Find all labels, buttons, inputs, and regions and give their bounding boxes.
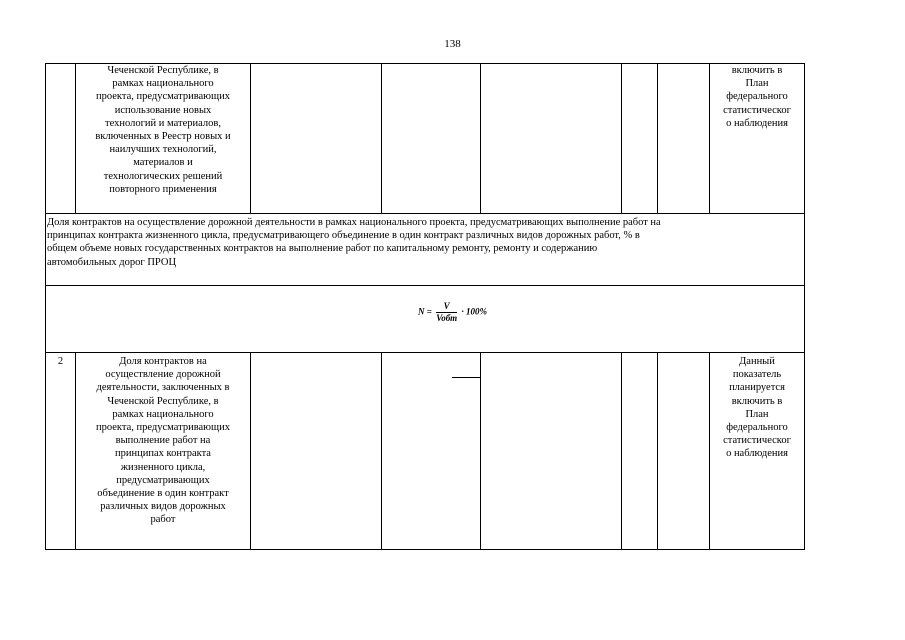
row2-col-divider xyxy=(657,352,658,549)
row1-col-divider xyxy=(480,63,481,213)
formula-denominator: Voбm xyxy=(436,313,458,323)
row2-col-divider xyxy=(621,352,622,549)
text-line: объединение в один контракт xyxy=(97,488,229,500)
text-line: План xyxy=(745,408,769,420)
text-line: статистическог xyxy=(723,104,791,116)
text-line: принципах контракта xyxy=(115,448,211,460)
text-line: План xyxy=(745,78,769,90)
table-bottom-border xyxy=(45,549,805,550)
text-line: технологий и материалов, xyxy=(105,117,221,129)
row2-col-divider xyxy=(480,352,481,549)
text-line: федерального xyxy=(726,422,788,434)
row1-col-divider xyxy=(657,63,658,213)
text-line: использование новых xyxy=(114,104,212,116)
formula-lhs: N = xyxy=(418,306,432,317)
text-line: Данный xyxy=(739,356,775,367)
text-line: рамках национального xyxy=(112,408,214,420)
calculation-formula xyxy=(0,301,905,324)
text-line: Чеченской Республике, в xyxy=(107,395,219,407)
text-line: проекта, предусматривающих xyxy=(96,91,230,103)
text-line: планируется xyxy=(729,382,785,394)
text-line: Доля контрактов на xyxy=(119,356,207,367)
row2-number: 2 xyxy=(57,356,64,367)
text-line: предусматривающих xyxy=(116,474,210,486)
row1-col-divider xyxy=(381,63,382,213)
text-line: различных видов дорожных xyxy=(100,501,226,513)
text-line: осуществление дорожной xyxy=(105,369,221,381)
row1-bottom-border xyxy=(45,213,805,214)
indicator-description xyxy=(47,216,803,269)
text-line: о наблюдения xyxy=(726,448,788,460)
text-line: выполнение работ на xyxy=(115,435,211,447)
text-line: деятельности, заключенных в xyxy=(96,382,230,394)
text-line: принципах контракта жизненного цикла, предусматривающего объединение в один контракт различных видов дорожных работ, % в xyxy=(47,230,640,242)
text-line: наилучших технологий, xyxy=(109,144,217,156)
text-line: рамках национального xyxy=(112,78,214,90)
row2-indicator-name xyxy=(76,355,250,527)
row2-col-divider xyxy=(381,352,382,549)
text-line: включенных в Реестр новых и xyxy=(95,131,231,143)
text-line: автомобильных дорог ПРОЦ xyxy=(47,256,177,268)
row1-col-divider xyxy=(250,63,251,213)
formula-rhs: · 100% xyxy=(461,306,487,317)
text-line: о наблюдения xyxy=(726,117,788,129)
formula-numerator: V xyxy=(436,301,457,313)
page-number: 138 xyxy=(444,38,461,50)
text-line: общем объеме новых государственных контрактов на выполнение работ по капитальному ремонту, ремонту и содержанию xyxy=(47,243,598,255)
text-line: Чеченской Республике, в xyxy=(107,65,219,76)
text-line: Доля контрактов на осуществление дорожной деятельности в рамках национального проекта, предусматривающих выполнение работ на xyxy=(47,217,661,228)
text-line: работ xyxy=(150,514,176,526)
text-line: повторного применения xyxy=(109,183,217,195)
text-line: проекта, предусматривающих xyxy=(96,422,230,434)
text-line: федерального xyxy=(726,91,788,103)
row2-col-divider xyxy=(250,352,251,549)
text-line: статистическог xyxy=(723,435,791,447)
text-line: включить в xyxy=(731,65,783,76)
text-line: материалов и xyxy=(133,157,193,169)
row2-mark xyxy=(452,377,481,378)
text-line: включить в xyxy=(731,395,783,407)
row2-note xyxy=(710,355,804,461)
row1-col-divider xyxy=(621,63,622,213)
row1-note xyxy=(710,64,804,130)
text-line: показатель xyxy=(732,369,782,381)
row1-indicator-name xyxy=(76,64,250,196)
text-line: технологических решений xyxy=(103,170,223,182)
formula-bottom-border xyxy=(45,352,805,353)
text-line: жизненного цикла, xyxy=(120,461,206,473)
formula-fraction xyxy=(436,301,457,324)
indicator-bottom-border xyxy=(45,285,805,286)
